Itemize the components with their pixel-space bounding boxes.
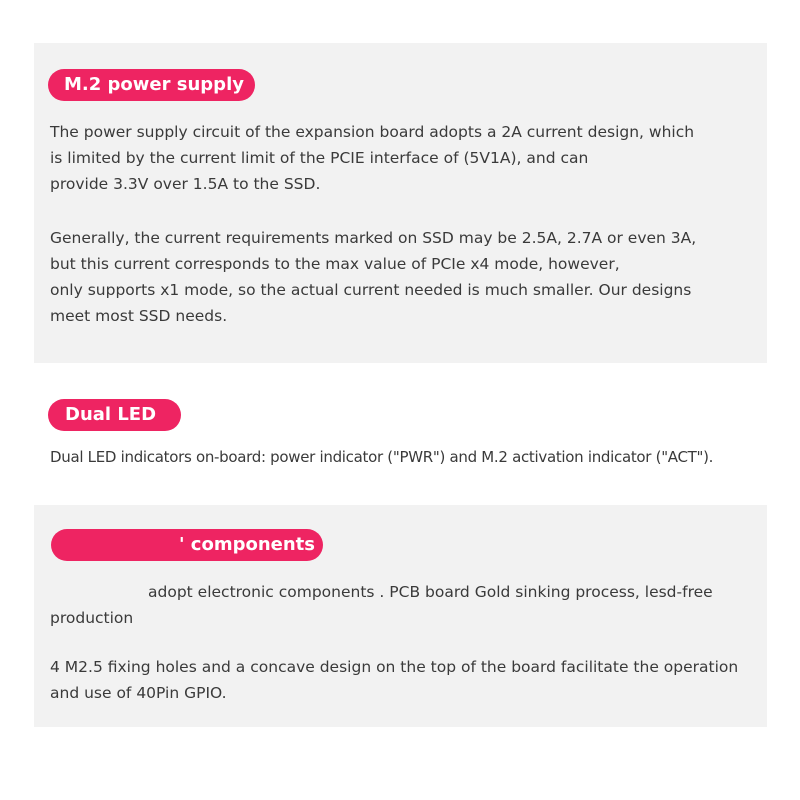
components-heading-tag: ' components [51, 529, 323, 561]
components-paragraph-2 [50, 654, 738, 706]
paragraph-line: production [50, 609, 134, 627]
components-paragraph-1 [50, 579, 750, 631]
paragraph-line: and use of 40Pin GPIO. [50, 684, 227, 702]
power-supply-heading-tag: M.2 power supply [48, 69, 255, 101]
power-supply-paragraph-1 [50, 119, 694, 197]
paragraph-line: adopt electronic components . PCB board Gold sinking process, lesd-free [148, 583, 713, 601]
paragraph-line: is limited by the current limit of the PCIE interface of (5V1A), and can [50, 149, 589, 167]
paragraph-line: but this current corresponds to the max value of PCIe x4 mode, however, [50, 255, 620, 273]
paragraph-line: only supports x1 mode, so the actual current needed is much smaller. Our designs [50, 281, 692, 299]
dual-led-description: Dual LED indicators on-board: power indicator ("PWR") and M.2 activation indicator ("ACT"). [50, 448, 714, 466]
paragraph-line: meet most SSD needs. [50, 307, 228, 325]
paragraph-line: Generally, the current requirements marked on SSD may be 2.5A, 2.7A or even 3A, [50, 229, 697, 247]
paragraph-line: The power supply circuit of the expansion board adopts a 2A current design, which [50, 123, 695, 141]
paragraph-line: 4 M2.5 fixing holes and a concave design on the top of the board facilitate the operation [50, 658, 739, 676]
paragraph-line: provide 3.3V over 1.5A to the SSD. [50, 175, 321, 193]
power-supply-paragraph-2 [50, 225, 696, 329]
dual-led-heading-tag: Dual LED [48, 399, 181, 431]
